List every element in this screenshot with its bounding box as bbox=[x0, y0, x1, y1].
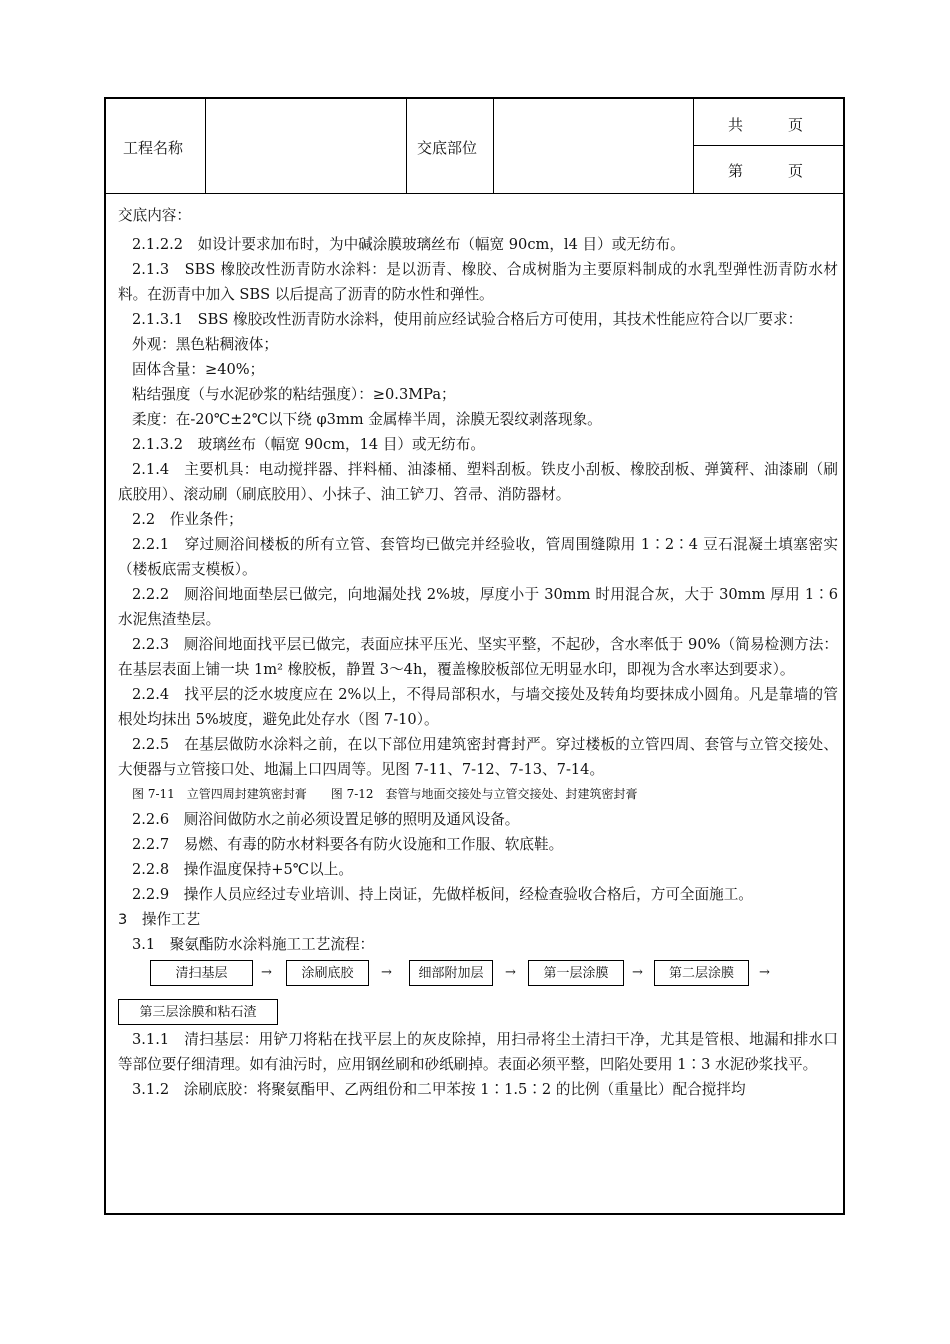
section-heading: 3 操作工艺 bbox=[118, 911, 201, 928]
paragraph: 固体含量：≥40%； bbox=[132, 361, 265, 378]
page-number: 第 页 bbox=[728, 162, 804, 180]
part-label: 交底部位 bbox=[417, 139, 478, 157]
arrow-icon: → bbox=[632, 965, 643, 980]
paragraph: 2.1.3.1 SBS 橡胶改性沥青防水涂料，使用前应经试验合格后方可使用，其技术性能应符合以厂要求： bbox=[132, 311, 803, 328]
content-body bbox=[118, 203, 838, 1102]
flow-step: 清扫基层 bbox=[150, 960, 253, 986]
process-flow bbox=[118, 957, 838, 993]
header-table bbox=[106, 99, 843, 194]
paragraph: 2.2.7 易燃、有毒的防水材料要各有防火设施和工作服、软底鞋。 bbox=[132, 836, 564, 853]
divider bbox=[493, 99, 494, 193]
paragraph: 2.2.2 厕浴间地面垫层已做完，向地漏处找 2%坡，厚度小于 30mm 时用混合灰，大于 30mm 厚用 1∶6 水泥焦渣垫层。 bbox=[118, 586, 838, 628]
paragraph: 2.1.3 SBS 橡胶改性沥青防水涂料：是以沥青、橡胶、合成树脂为主要原料制成的水乳型弹性沥青防水材料。在沥青中加入 SBS 以后提高了沥青的防水性和弹性。 bbox=[118, 261, 838, 303]
arrow-icon: → bbox=[505, 965, 516, 980]
flow-step: 涂刷底胶 bbox=[286, 960, 369, 986]
flow-step: 细部附加层 bbox=[409, 960, 493, 986]
figure-caption: 图 7-11 立管四周封建筑密封膏 图 7-12 套管与地面交接处与立管交接处、封建筑密封膏 bbox=[132, 787, 638, 801]
divider bbox=[406, 99, 407, 193]
paragraph: 2.2.3 厕浴间地面找平层已做完，表面应抹平压光、坚实平整，不起砂，含水率低于 90%（简易检测方法：在基层表面上铺一块 1m² 橡胶板，静置 3～4h，覆盖橡胶板部位无明显水印，即视为含水率达到要求）。 bbox=[118, 636, 838, 678]
paragraph: 2.2.4 找平层的泛水坡度应在 2%以上，不得局部积水，与墙交接处及转角均要抹成小圆角。凡是靠墙的管根处均抹出 5%坡度，避免此处存水（图 7-10）。 bbox=[118, 686, 838, 728]
paragraph: 2.2.6 厕浴间做防水之前必须设置足够的照明及通风设备。 bbox=[132, 811, 520, 828]
paragraph: 2.2.9 操作人员应经过专业培训、持上岗证，先做样板间，经检查验收合格后，方可全面施工。 bbox=[132, 886, 753, 903]
arrow-icon: → bbox=[381, 965, 392, 980]
paragraph: 2.1.2.2 如设计要求加布时，为中碱涂膜玻璃丝布（幅宽 90cm，l4 目）或无纺布。 bbox=[132, 236, 685, 253]
paragraph: 3.1.2 涂刷底胶：将聚氨酯甲、乙两组份和二甲苯按 1∶1.5∶2 的比例（重量比）配合搅拌均 bbox=[132, 1081, 746, 1098]
paragraph: 柔度：在-20℃±2℃以下绕 φ3mm 金属棒半周，涂膜无裂纹剥落现象。 bbox=[132, 411, 602, 428]
flow-step: 第二层涂膜 bbox=[654, 960, 749, 986]
paragraph: 外观：黑色粘稠液体； bbox=[132, 336, 278, 353]
paragraph: 粘结强度（与水泥砂浆的粘结强度）：≥0.3MPa； bbox=[132, 386, 456, 403]
paragraph: 2.2 作业条件； bbox=[132, 511, 243, 528]
paragraph: 2.1.3.2 玻璃丝布（幅宽 90cm，14 目）或无纺布。 bbox=[132, 436, 485, 453]
divider bbox=[693, 145, 843, 146]
part-value[interactable] bbox=[496, 133, 691, 159]
paragraph: 3.1.1 清扫基层：用铲刀将粘在找平层上的灰皮除掉，用扫帚将尘土清扫干净，尤其是管根、地漏和排水口等部位要仔细清理。如有油污时，应用钢丝刷和砂纸刷掉。表面必须平整，凹陷处要用 1∶3 水泥砂浆找平。 bbox=[118, 1031, 838, 1073]
paragraph: 2.2.1 穿过厕浴间楼板的所有立管、套管均已做完并经验收，管周围缝隙用 1∶2∶4 豆石混凝土填塞密实（楼板底需支模板）。 bbox=[118, 536, 838, 578]
project-name-value[interactable] bbox=[208, 133, 404, 159]
paragraph: 2.1.4 主要机具：电动搅拌器、拌料桶、油漆桶、塑料刮板。铁皮小刮板、橡胶刮板、弹簧秤、油漆刷（刷底胶用）、滚动刷（刷底胶用）、小抹子、油工铲刀、笤帚、消防器材。 bbox=[118, 461, 838, 503]
content-label: 交底内容： bbox=[118, 207, 191, 224]
project-name-label: 工程名称 bbox=[123, 139, 184, 157]
divider bbox=[205, 99, 206, 193]
arrow-icon: → bbox=[759, 965, 770, 980]
paragraph: 2.2.5 在基层做防水涂料之前，在以下部位用建筑密封膏封严。穿过楼板的立管四周、套管与立管交接处、大便器与立管接口处、地漏上口四周等。见图 7-11、7-12、7-13、7-14。 bbox=[118, 736, 838, 778]
process-flow-row2 bbox=[118, 993, 838, 1027]
total-pages: 共 页 bbox=[728, 116, 804, 134]
flow-step: 第一层涂膜 bbox=[528, 960, 624, 986]
flow-title: 3.1 聚氨酯防水涂料施工工艺流程： bbox=[132, 936, 375, 953]
flow-step: 第三层涂膜和粘石渣 bbox=[118, 999, 278, 1025]
document-frame bbox=[104, 97, 845, 1215]
arrow-icon: → bbox=[261, 965, 272, 980]
divider bbox=[693, 99, 694, 193]
paragraph: 2.2.8 操作温度保持+5℃以上。 bbox=[132, 861, 353, 878]
